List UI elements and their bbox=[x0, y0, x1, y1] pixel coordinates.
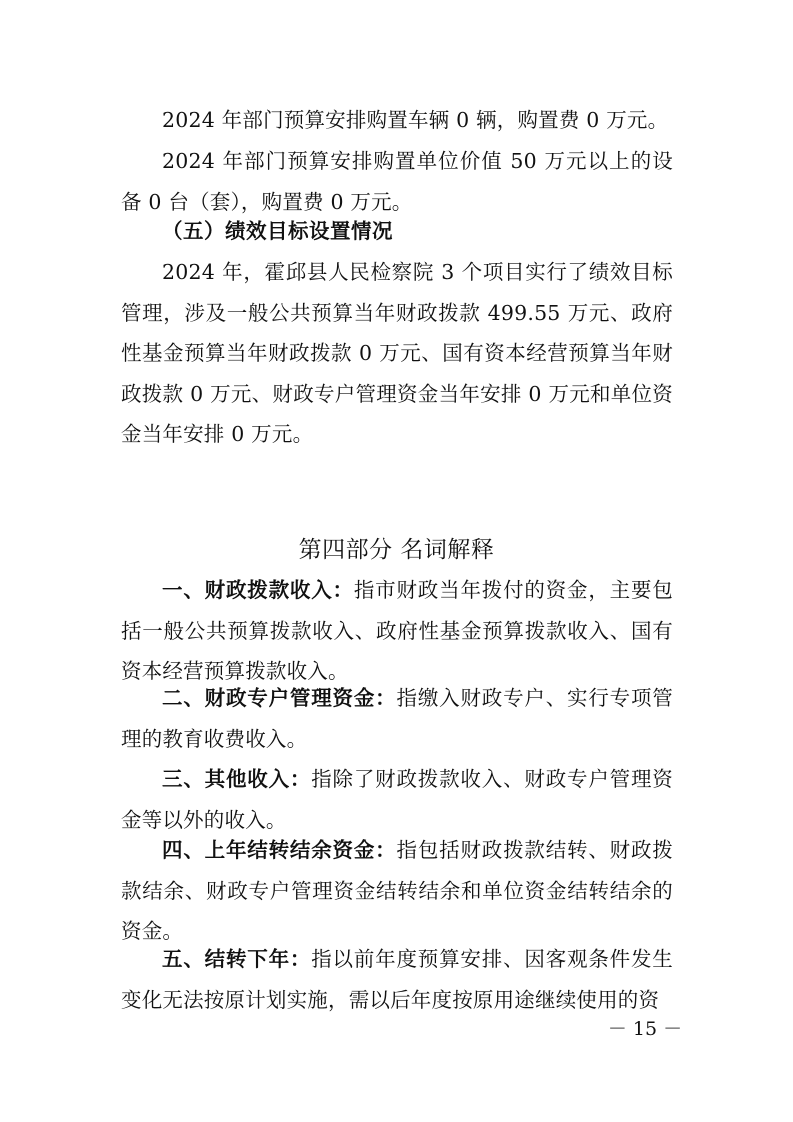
term-definition: 指包括财政拨款结转、财政拨款结余、财政专户管理资金结转结余和单位资金结转结余的资金。 bbox=[121, 838, 674, 943]
performance-section-heading: （五）绩效目标设置情况 bbox=[162, 219, 393, 243]
part-four-title: 第四部分 名词解释 bbox=[298, 537, 495, 563]
term-label: 四、上年结转结余资金： bbox=[162, 838, 397, 862]
term-label: 五、结转下年： bbox=[162, 947, 312, 971]
term-definition-fiscal-appropriation bbox=[121, 570, 673, 692]
term-label: 三、其他收入： bbox=[162, 767, 312, 791]
performance-paragraph: 2024 年，霍邱县人民检察院 3 个项目实行了绩效目标管理，涉及一般公共预算当年财政拨款 499.55 万元、政府性基金预算当年财政拨款 0 万元、国有资本经营预算当年财政拨款 0 万元、财政专户管理资金当年安排 0 万元和单位资金当年安排 0 万元。 bbox=[121, 260, 673, 446]
term-definition: 指缴入财政专户、实行专项管理的教育收费收入。 bbox=[121, 686, 674, 751]
term-definition-other-income bbox=[121, 759, 673, 840]
term-definition-carry-forward bbox=[121, 939, 673, 1020]
vehicle-purchase-paragraph: 2024 年部门预算安排购置车辆 0 辆，购置费 0 万元。 bbox=[162, 108, 669, 132]
term-definition: 指以前年度预算安排、因客观条件发生变化无法按原计划实施，需以后年度按原用途继续使用的资 bbox=[121, 947, 673, 1012]
term-definition-carryover-balance bbox=[121, 830, 673, 952]
term-label: 一、财政拨款收入： bbox=[162, 578, 354, 602]
term-label: 二、财政专户管理资金： bbox=[162, 686, 397, 710]
equipment-purchase-paragraph: 2024 年部门预算安排购置单位价值 50 万元以上的设备 0 台（套），购置费 0 万元。 bbox=[121, 149, 673, 214]
term-definition: 指市财政当年拨付的资金，主要包括一般公共预算拨款收入、政府性基金预算拨款收入、国有资本经营预算拨款收入。 bbox=[121, 578, 673, 683]
term-definition: 指除了财政拨款收入、财政专户管理资金等以外的收入。 bbox=[121, 767, 673, 832]
page-number: － 15 － bbox=[607, 1018, 683, 1040]
term-definition-special-account bbox=[121, 678, 673, 759]
